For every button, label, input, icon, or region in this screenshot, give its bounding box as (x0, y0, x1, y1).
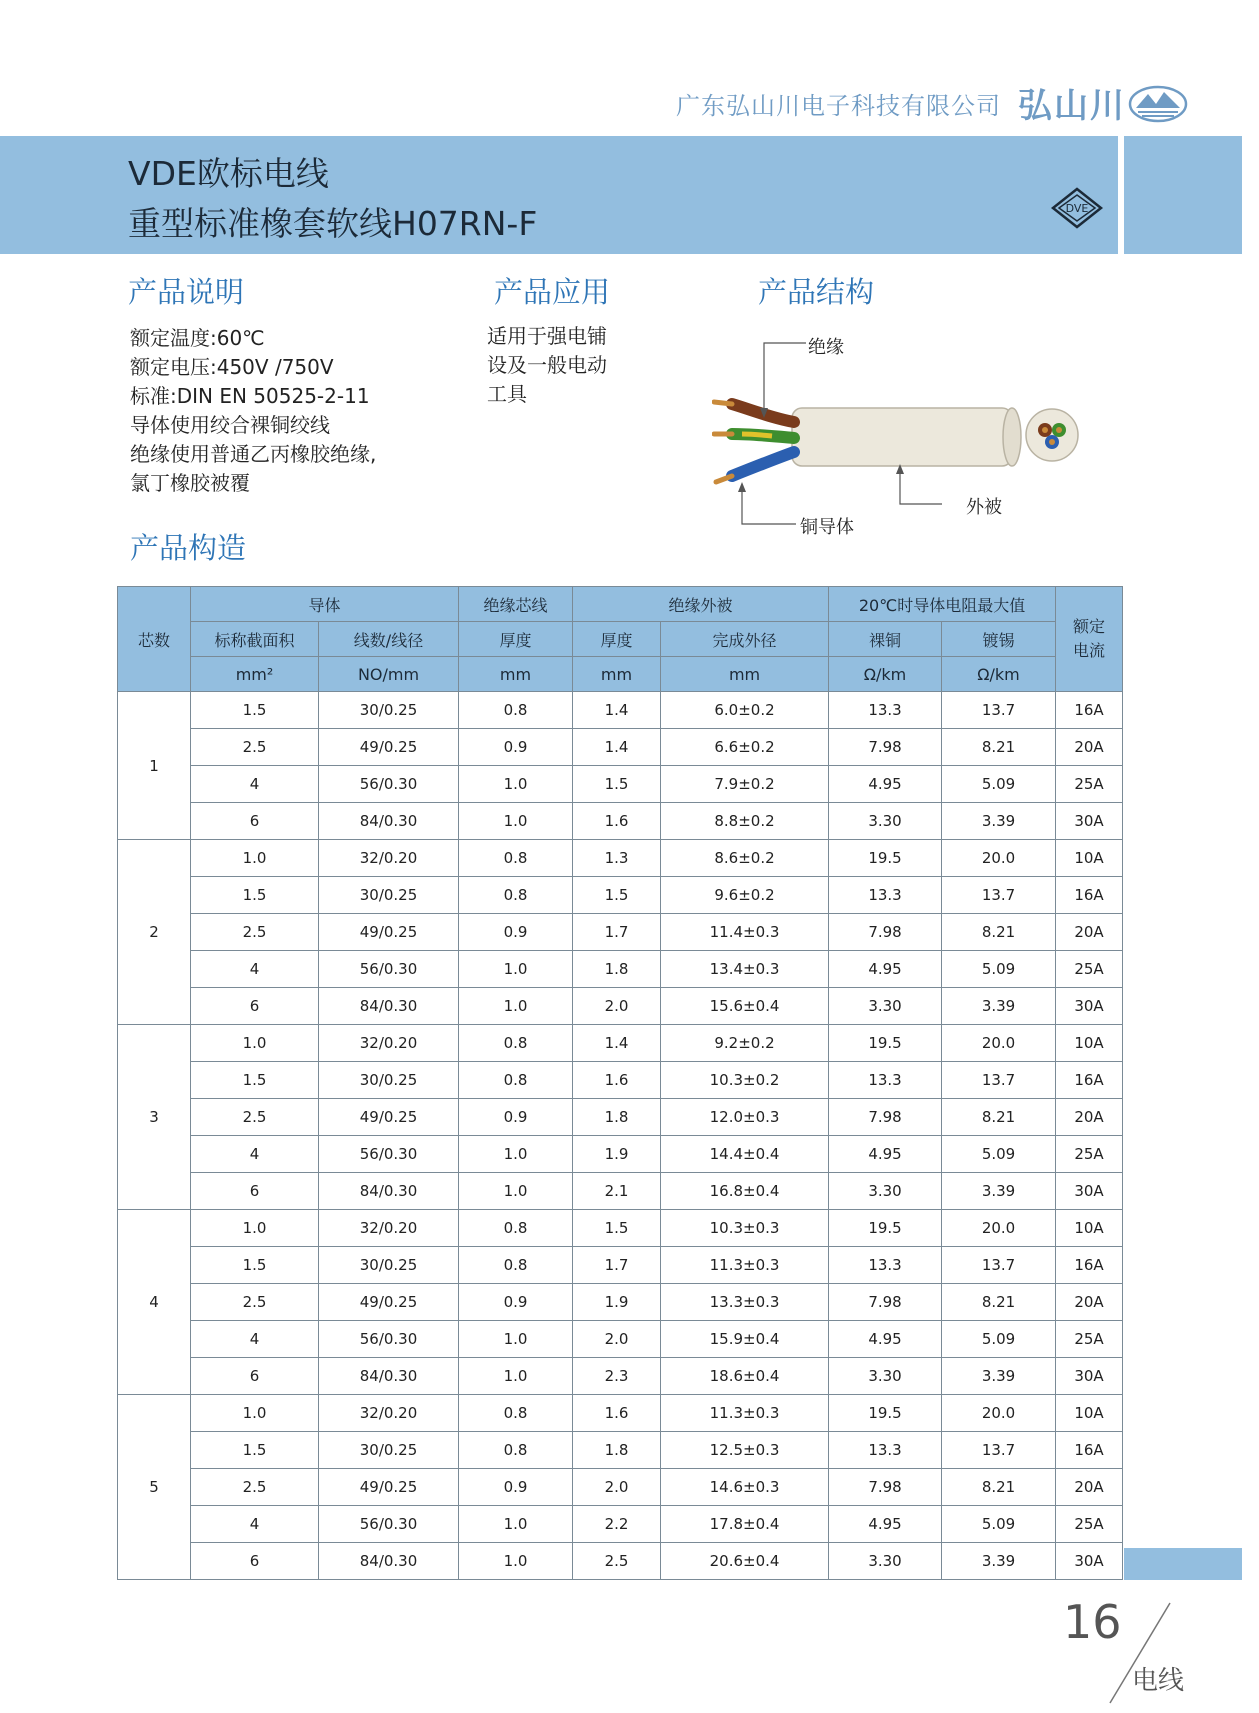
table-cell: 1.0 (459, 803, 573, 840)
table-cell: 1.0 (191, 1210, 319, 1247)
table-cell: 5.09 (942, 1321, 1056, 1358)
table-cell: 6 (191, 803, 319, 840)
unit-sheath: mm (573, 657, 661, 692)
table-cell: 9.2±0.2 (661, 1025, 829, 1062)
table-cell: 30A (1056, 803, 1123, 840)
table-cell: 10A (1056, 1210, 1123, 1247)
table-cell: 32/0.20 (319, 1025, 459, 1062)
table-cell: 1.8 (573, 951, 661, 988)
table-cell: 20.0 (942, 1395, 1056, 1432)
table-cell: 1.0 (459, 951, 573, 988)
page-category: 电线 (1132, 1666, 1185, 1696)
table-row (118, 803, 1123, 840)
table-cell: 7.98 (829, 1469, 942, 1506)
table-cell: 1.0 (459, 1358, 573, 1395)
header-bare-copper: 裸铜 (829, 622, 942, 657)
table-cell: 0.9 (459, 1469, 573, 1506)
table-cell: 7.9±0.2 (661, 766, 829, 803)
table-cell: 1.7 (573, 914, 661, 951)
table-cell: 18.6±0.4 (661, 1358, 829, 1395)
table-cell: 13.3 (829, 692, 942, 729)
table-cell: 6.0±0.2 (661, 692, 829, 729)
application-line: 设及一般电动 (487, 353, 607, 377)
header-cores: 芯数 (118, 587, 191, 692)
unit-bare: Ω/km (829, 657, 942, 692)
table-cell: 7.98 (829, 914, 942, 951)
table-cell: 5.09 (942, 1136, 1056, 1173)
table-cell: 0.9 (459, 1284, 573, 1321)
table-cell: 4.95 (829, 1321, 942, 1358)
table-cell: 6 (191, 1358, 319, 1395)
table-cell: 1.4 (573, 1025, 661, 1062)
table-cell: 20.0 (942, 840, 1056, 877)
table-cell: 1.0 (459, 766, 573, 803)
table-cell: 84/0.30 (319, 1543, 459, 1580)
table-cell: 1.6 (573, 803, 661, 840)
table-cell: 19.5 (829, 1025, 942, 1062)
table-cell: 6 (191, 988, 319, 1025)
application-heading: 产品应用 (494, 275, 611, 309)
table-cell: 2.5 (191, 1284, 319, 1321)
table-cell: 5.09 (942, 951, 1056, 988)
table-cell: 0.8 (459, 1025, 573, 1062)
table-cell: 0.8 (459, 840, 573, 877)
table-cell: 1.0 (459, 1321, 573, 1358)
table-cell: 2.2 (573, 1506, 661, 1543)
label-insulation: 绝缘 (808, 337, 844, 358)
table-cell: 20A (1056, 729, 1123, 766)
table-cell: 3.30 (829, 1173, 942, 1210)
unit-area: mm² (191, 657, 319, 692)
table-cell: 0.8 (459, 1247, 573, 1284)
table-row (118, 877, 1123, 914)
table-cell: 3.30 (829, 803, 942, 840)
table-row (118, 1062, 1123, 1099)
table-row (118, 1321, 1123, 1358)
table-cell: 30/0.25 (319, 692, 459, 729)
table-cell: 30A (1056, 1173, 1123, 1210)
table-cell: 19.5 (829, 840, 942, 877)
table-row (118, 766, 1123, 803)
table-cell: 16A (1056, 1432, 1123, 1469)
table-cell: 8.8±0.2 (661, 803, 829, 840)
table-cell: 6 (191, 1543, 319, 1580)
table-cell: 2.1 (573, 1173, 661, 1210)
cores-cell: 2 (118, 840, 191, 1025)
unit-od: mm (661, 657, 829, 692)
table-cell: 1.9 (573, 1284, 661, 1321)
page-number: 16 (1063, 1595, 1122, 1649)
table-cell: 10A (1056, 840, 1123, 877)
vde-mark-icon (1050, 186, 1104, 230)
table-row (118, 1432, 1123, 1469)
table-cell: 13.3 (829, 1247, 942, 1284)
label-conductor: 铜导体 (800, 517, 854, 538)
label-sheath: 外被 (966, 497, 1002, 518)
table-cell: 32/0.20 (319, 1395, 459, 1432)
table-row (118, 1506, 1123, 1543)
header-conductor: 导体 (191, 587, 459, 622)
table-cell: 0.8 (459, 1210, 573, 1247)
table-cell: 0.8 (459, 877, 573, 914)
table-row (118, 1025, 1123, 1062)
mountain-logo-icon (1128, 84, 1188, 124)
table-cell: 13.7 (942, 1432, 1056, 1469)
table-cell: 0.8 (459, 1432, 573, 1469)
table-cell: 16.8±0.4 (661, 1173, 829, 1210)
table-cell: 30/0.25 (319, 1247, 459, 1284)
table-cell: 8.21 (942, 1469, 1056, 1506)
table-cell: 0.8 (459, 1062, 573, 1099)
table-row (118, 988, 1123, 1025)
header-resistance: 20℃时导体电阻最大值 (829, 587, 1056, 622)
table-cell: 8.21 (942, 1099, 1056, 1136)
table-cell: 3.39 (942, 988, 1056, 1025)
table-cell: 30/0.25 (319, 1432, 459, 1469)
table-cell: 1.5 (573, 877, 661, 914)
table-cell: 9.6±0.2 (661, 877, 829, 914)
header-current: 额定 电流 (1056, 587, 1123, 692)
table-cell: 2.5 (191, 1469, 319, 1506)
table-cell: 4 (191, 951, 319, 988)
table-cell: 20.0 (942, 1025, 1056, 1062)
table-cell: 19.5 (829, 1210, 942, 1247)
table-cell: 49/0.25 (319, 729, 459, 766)
title-band-strip (1124, 136, 1242, 254)
table-cell: 8.21 (942, 729, 1056, 766)
description-line: 氯丁橡胶被覆 (130, 471, 250, 495)
table-cell: 3.39 (942, 803, 1056, 840)
table-cell: 16A (1056, 1247, 1123, 1284)
table-cell: 4.95 (829, 1136, 942, 1173)
table-cell: 20A (1056, 1284, 1123, 1321)
table-cell: 1.5 (191, 877, 319, 914)
table-cell: 1.5 (191, 1062, 319, 1099)
table-row (118, 1395, 1123, 1432)
table-cell: 15.6±0.4 (661, 988, 829, 1025)
table-cell: 1.0 (459, 1173, 573, 1210)
table-cell: 25A (1056, 1136, 1123, 1173)
table-cell: 1.0 (459, 1543, 573, 1580)
cores-cell: 1 (118, 692, 191, 840)
table-cell: 13.3 (829, 877, 942, 914)
table-cell: 7.98 (829, 1284, 942, 1321)
table-cell: 16A (1056, 692, 1123, 729)
table-cell: 56/0.30 (319, 766, 459, 803)
table-cell: 12.5±0.3 (661, 1432, 829, 1469)
header-ins-thickness: 厚度 (459, 622, 573, 657)
header-sheath: 绝缘外被 (573, 587, 829, 622)
table-cell: 30A (1056, 1543, 1123, 1580)
cores-cell: 5 (118, 1395, 191, 1580)
table-cell: 0.9 (459, 1099, 573, 1136)
header-wires: 线数/线径 (319, 622, 459, 657)
table-cell: 13.7 (942, 692, 1056, 729)
table-cell: 84/0.30 (319, 988, 459, 1025)
table-cell: 13.4±0.3 (661, 951, 829, 988)
table-cell: 49/0.25 (319, 1099, 459, 1136)
table-cell: 4.95 (829, 766, 942, 803)
table-cell: 1.0 (191, 1395, 319, 1432)
table-cell: 56/0.30 (319, 1506, 459, 1543)
table-cell: 1.5 (191, 1432, 319, 1469)
description-heading: 产品说明 (128, 275, 245, 309)
table-cell: 0.8 (459, 1395, 573, 1432)
table-cell: 2.0 (573, 988, 661, 1025)
table-cell: 2.5 (573, 1543, 661, 1580)
table-cell: 0.9 (459, 914, 573, 951)
table-cell: 3.30 (829, 988, 942, 1025)
table-cell: 1.5 (573, 1210, 661, 1247)
table-cell: 2.5 (191, 729, 319, 766)
table-cell: 10.3±0.3 (661, 1210, 829, 1247)
table-cell: 56/0.30 (319, 951, 459, 988)
table-cell: 4 (191, 1136, 319, 1173)
construction-heading: 产品构造 (130, 531, 247, 565)
table-row (118, 914, 1123, 951)
table-cell: 8.21 (942, 914, 1056, 951)
table-cell: 11.4±0.3 (661, 914, 829, 951)
table-cell: 84/0.30 (319, 1173, 459, 1210)
table-cell: 1.7 (573, 1247, 661, 1284)
table-cell: 49/0.25 (319, 1469, 459, 1506)
table-cell: 30A (1056, 988, 1123, 1025)
page-title-line2: 重型标准橡套软线H07RN-F (128, 204, 538, 243)
table-cell: 3.30 (829, 1358, 942, 1395)
table-cell: 7.98 (829, 729, 942, 766)
table-cell: 4.95 (829, 1506, 942, 1543)
header-tinned: 镀锡 (942, 622, 1056, 657)
table-cell: 1.3 (573, 840, 661, 877)
cable-structure-diagram (712, 318, 1092, 538)
table-cell: 17.8±0.4 (661, 1506, 829, 1543)
header-insulation-core: 绝缘芯线 (459, 587, 573, 622)
table-cell: 1.0 (459, 1136, 573, 1173)
table-cell: 30/0.25 (319, 1062, 459, 1099)
header-outer-diameter: 完成外径 (661, 622, 829, 657)
table-cell: 2.5 (191, 914, 319, 951)
table-row (118, 1284, 1123, 1321)
table-cell: 6.6±0.2 (661, 729, 829, 766)
table-cell: 0.8 (459, 692, 573, 729)
company-name: 广东弘山川电子科技有限公司 (676, 92, 1001, 120)
table-cell: 32/0.20 (319, 1210, 459, 1247)
table-cell: 84/0.30 (319, 803, 459, 840)
table-cell: 6 (191, 1173, 319, 1210)
application-line: 工具 (487, 382, 527, 406)
table-cell: 10A (1056, 1025, 1123, 1062)
table-cell: 14.6±0.3 (661, 1469, 829, 1506)
table-cell: 13.3±0.3 (661, 1284, 829, 1321)
table-cell: 4 (191, 766, 319, 803)
table-cell: 1.6 (573, 1395, 661, 1432)
table-cell: 1.0 (459, 988, 573, 1025)
table-cell: 10.3±0.2 (661, 1062, 829, 1099)
table-cell: 1.4 (573, 692, 661, 729)
table-row (118, 1173, 1123, 1210)
table-cell: 1.8 (573, 1099, 661, 1136)
table-cell: 16A (1056, 1062, 1123, 1099)
table-cell: 13.7 (942, 877, 1056, 914)
table-cell: 3.39 (942, 1358, 1056, 1395)
table-cell: 19.5 (829, 1395, 942, 1432)
table-cell: 4.95 (829, 951, 942, 988)
table-cell: 2.0 (573, 1321, 661, 1358)
spec-table (117, 586, 1123, 1580)
table-cell: 13.7 (942, 1247, 1056, 1284)
table-cell: 4 (191, 1506, 319, 1543)
table-cell: 56/0.30 (319, 1136, 459, 1173)
table-cell: 2.0 (573, 1469, 661, 1506)
description-line: 额定电压:450V /750V (130, 355, 334, 379)
table-cell: 1.5 (191, 1247, 319, 1284)
table-cell: 3.30 (829, 1543, 942, 1580)
table-cell: 4 (191, 1321, 319, 1358)
table-cell: 25A (1056, 1321, 1123, 1358)
table-row (118, 1247, 1123, 1284)
table-row (118, 840, 1123, 877)
svg-text:DVE: DVE (1065, 202, 1089, 215)
table-cell: 20.6±0.4 (661, 1543, 829, 1580)
table-cell: 10A (1056, 1395, 1123, 1432)
table-cell: 20A (1056, 1469, 1123, 1506)
table-cell: 3.39 (942, 1543, 1056, 1580)
description-line: 绝缘使用普通乙丙橡胶绝缘, (130, 442, 377, 466)
table-cell: 30A (1056, 1358, 1123, 1395)
unit-tinned: Ω/km (942, 657, 1056, 692)
table-cell: 56/0.30 (319, 1321, 459, 1358)
structure-heading: 产品结构 (758, 275, 875, 309)
table-cell: 11.3±0.3 (661, 1395, 829, 1432)
unit-ins: mm (459, 657, 573, 692)
table-cell: 49/0.25 (319, 1284, 459, 1321)
table-cell: 13.3 (829, 1062, 942, 1099)
table-cell: 20A (1056, 1099, 1123, 1136)
spec-table-body (118, 692, 1123, 1580)
table-cell: 15.9±0.4 (661, 1321, 829, 1358)
table-cell: 25A (1056, 1506, 1123, 1543)
table-cell: 1.0 (459, 1506, 573, 1543)
table-row (118, 1136, 1123, 1173)
table-cell: 3.39 (942, 1173, 1056, 1210)
page-title-line1: VDE欧标电线 (128, 154, 329, 193)
table-cell: 1.0 (191, 840, 319, 877)
table-cell: 84/0.30 (319, 1358, 459, 1395)
description-line: 导体使用绞合裸铜绞线 (130, 413, 330, 437)
table-cell: 8.6±0.2 (661, 840, 829, 877)
table-cell: 20A (1056, 914, 1123, 951)
table-cell: 13.7 (942, 1062, 1056, 1099)
table-row (118, 729, 1123, 766)
table-cell: 2.3 (573, 1358, 661, 1395)
table-cell: 5.09 (942, 1506, 1056, 1543)
table-row (118, 1469, 1123, 1506)
table-cell: 1.4 (573, 729, 661, 766)
table-cell: 12.0±0.3 (661, 1099, 829, 1136)
table-cell: 11.3±0.3 (661, 1247, 829, 1284)
table-cell: 25A (1056, 951, 1123, 988)
table-cell: 1.0 (191, 1025, 319, 1062)
unit-wires: NO/mm (319, 657, 459, 692)
table-cell: 30/0.25 (319, 877, 459, 914)
table-row (118, 1210, 1123, 1247)
table-cell: 20.0 (942, 1210, 1056, 1247)
table-cell: 1.8 (573, 1432, 661, 1469)
table-cell: 7.98 (829, 1099, 942, 1136)
table-cell: 25A (1056, 766, 1123, 803)
header-sheath-thickness: 厚度 (573, 622, 661, 657)
footer-band-strip (1124, 1548, 1242, 1580)
cores-cell: 4 (118, 1210, 191, 1395)
application-line: 适用于强电铺 (487, 324, 607, 348)
table-cell: 2.5 (191, 1099, 319, 1136)
table-cell: 32/0.20 (319, 840, 459, 877)
table-cell: 1.5 (573, 766, 661, 803)
table-row (118, 951, 1123, 988)
table-cell: 1.5 (191, 692, 319, 729)
table-row (118, 1543, 1123, 1580)
table-cell: 49/0.25 (319, 914, 459, 951)
table-row (118, 1099, 1123, 1136)
header-nominal-area: 标称截面积 (191, 622, 319, 657)
table-row (118, 692, 1123, 729)
table-cell: 0.9 (459, 729, 573, 766)
table-cell: 1.9 (573, 1136, 661, 1173)
table-cell: 5.09 (942, 766, 1056, 803)
description-line: 额定温度:60℃ (130, 326, 265, 350)
cores-cell: 3 (118, 1025, 191, 1210)
table-cell: 8.21 (942, 1284, 1056, 1321)
table-cell: 1.6 (573, 1062, 661, 1099)
table-cell: 16A (1056, 877, 1123, 914)
table-row (118, 1358, 1123, 1395)
brand-name: 弘山川 (1018, 86, 1126, 126)
table-cell: 14.4±0.4 (661, 1136, 829, 1173)
table-cell: 13.3 (829, 1432, 942, 1469)
description-line: 标准:DIN EN 50525-2-11 (130, 384, 370, 408)
